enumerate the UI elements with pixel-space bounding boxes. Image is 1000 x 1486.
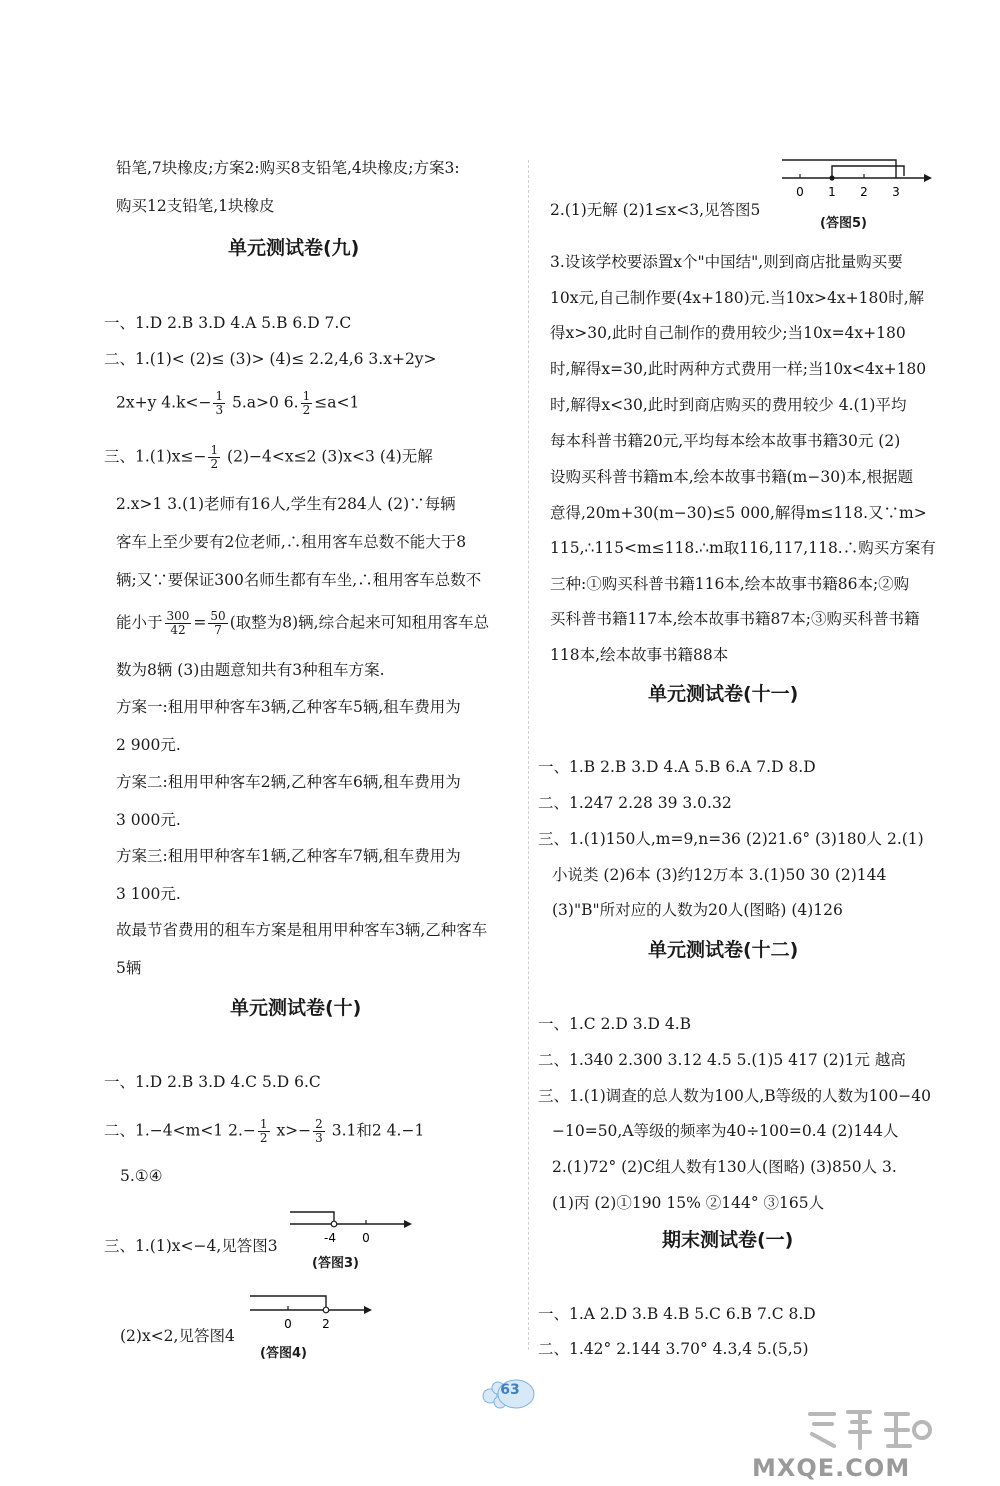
number-line-figure-3: [286, 1198, 416, 1246]
answer-figure-4: [246, 1284, 378, 1334]
t9-plan-2-cost: 3 000元.: [116, 811, 181, 829]
final-part2: 二、1.42° 2.144 3.70° 4.3,4 5.(5,5): [538, 1340, 809, 1358]
t9-plan-3: 方案三:租用甲种客车1辆,乙种客车7辆,租车费用为: [116, 847, 461, 865]
t10-part3-q2: (2)x<2,见答图4: [120, 1327, 235, 1345]
intro-line-1: 铅笔,7块橡皮;方案2:购买8支铅笔,4块橡皮;方案3:: [116, 159, 460, 177]
t11-part3: 三、1.(1)150人,m=9,n=36 (2)21.6° (3)180人 2.(1): [538, 830, 924, 848]
t12-part3-cont3: (1)丙 (2)①190 15% ②144° ③165人: [552, 1194, 825, 1212]
t9-line-5: 2.x>1 3.(1)老师有16人,学生有284人 (2)∵每辆: [116, 495, 456, 513]
answer-figure-3: [286, 1198, 416, 1246]
r-line-10: 115,∴115<m≤118.∴m取116,117,118.∴购买方案有: [550, 539, 936, 557]
t9-line-8: [116, 610, 489, 637]
fraction-one-half: $\frac{1}{2}$: [302, 389, 311, 417]
tick-label: 0: [284, 1317, 292, 1331]
t11-part3-cont: 小说类 (2)6本 (3)约12万本 3.(1)50 30 (2)144: [552, 866, 887, 884]
final-part1: 一、1.A 2.D 3.B 4.B 5.C 6.B 7.C 8.D: [538, 1305, 816, 1323]
figure-3-caption: (答图3): [312, 1256, 359, 1271]
t10-part2-text-b: x>−: [271, 1121, 312, 1140]
t10-part2-cont: 5.①④: [120, 1167, 163, 1185]
figure-5-caption: (答图5): [820, 216, 867, 231]
section-title-test-12: 单元测试卷(十二): [648, 939, 799, 961]
solution-ray: [290, 1212, 334, 1224]
t9-part3-text-b: (2)−4<x≤2 (3)x<3 (4)无解: [222, 447, 433, 466]
t9-part2-cont: [116, 390, 359, 417]
section-title-final-test-1: 期末测试卷(一): [662, 1229, 794, 1251]
t12-part3-cont2: 2.(1)72° (2)C组人数有130人(图略) (3)850人 3.: [552, 1158, 897, 1176]
tick-label: -4: [324, 1231, 336, 1245]
t9-part2-cont-text-a: 2x+y 4.k<−: [116, 393, 212, 412]
t9-line-8-text-b: (取整为8)辆,综合起来可知租用客车总: [229, 613, 490, 632]
t10-part3-q1: 三、1.(1)x<−4,见答图3: [104, 1237, 278, 1255]
fraction-300-over-42: $\frac{300}{42}$: [166, 609, 190, 637]
t9-line-7: 辆;又∵要保证300名师生都有车坐,∴租用客车总数不: [116, 571, 482, 589]
solution-ray-upper: [782, 160, 896, 178]
r-line-11: 三种:①购买科普书籍116本,绘本故事书籍86本;②购: [550, 575, 910, 593]
figure-4-caption: (答图4): [260, 1346, 307, 1361]
t9-part2-cont-text-c: ≤a<1: [314, 393, 360, 412]
t10-part2: [104, 1118, 424, 1145]
tick-label: 1: [828, 185, 836, 199]
r-line-8: 设购买科普书籍m本,绘本故事书籍(m−30)本,根据题: [550, 468, 914, 486]
section-title-test-9: 单元测试卷(九): [228, 237, 360, 259]
page-number: 63: [500, 1382, 520, 1398]
intro-line-2: 购买12支铅笔,1块橡皮: [116, 197, 275, 215]
t10-part2-text-c: 3.1和2 4.−1: [326, 1121, 425, 1140]
page-number-badge: [478, 1372, 542, 1412]
t9-conclusion: 故最节省费用的租车方案是租用甲种客车3辆,乙种客车: [116, 921, 488, 939]
number-line-arrow: [404, 1220, 412, 1228]
t11-part2: 二、1.247 2.28 39 3.0.32: [538, 794, 732, 812]
t9-line-8-text-a: 能小于: [116, 613, 163, 632]
fraction-50-over-7: $\frac{50}{7}$: [210, 609, 226, 637]
r-line-3: 10x元,自己制作要(4x+180)元.当10x>4x+180时,解: [550, 289, 925, 307]
tick-label: 3: [892, 185, 900, 199]
t9-part3: [104, 444, 433, 471]
r-line-5: 时,解得x=30,此时两种方式费用一样;当10x<4x+180: [550, 360, 927, 378]
r-line-4: 得x>30,此时自己制作的费用较少;当10x=4x+180: [550, 324, 906, 342]
watermark-logo-icon: [804, 1404, 934, 1454]
r-line-6: 时,解得x<30,此时到商店购买的费用较少 4.(1)平均: [550, 396, 907, 414]
solution-ray-lower: [832, 166, 904, 178]
equals-sign: =: [193, 613, 207, 632]
tick-label: 0: [796, 185, 804, 199]
t9-conclusion-cont: 5辆: [116, 959, 142, 977]
fraction-one-half: $\frac{1}{2}$: [259, 1117, 268, 1145]
tick-label: 0: [362, 1231, 370, 1245]
r-line-7: 每本科普书籍20元,平均每本绘本故事书籍30元 (2): [550, 432, 901, 450]
closed-point: [829, 175, 834, 180]
open-point: [323, 1307, 329, 1313]
r-line-2: 3.设该学校要添置x个"中国结",则到商店批量购买要: [550, 253, 903, 271]
section-title-test-11: 单元测试卷(十一): [648, 683, 799, 705]
t12-part2: 二、1.340 2.300 3.12 4.5 5.(1)5 417 (2)1元 越高: [538, 1051, 906, 1069]
t9-part2-cont-text-b: 5.a>0 6.: [227, 393, 299, 412]
t9-part2: 二、1.(1)< (2)≤ (3)> (4)≤ 2.2,4,6 3.x+2y>: [104, 350, 437, 368]
answer-figure-5: [778, 154, 938, 200]
r-line-1: 2.(1)无解 (2)1≤x<3,见答图5: [550, 201, 761, 219]
t11-part3-cont2: (3)"B"所对应的人数为20人(图略) (4)126: [552, 901, 843, 919]
fraction-two-thirds: $\frac{2}{3}$: [315, 1117, 323, 1145]
r-line-12: 买科普书籍117本,绘本故事书籍87本;③购买科普书籍: [550, 610, 920, 628]
t9-plan-1: 方案一:租用甲种客车3辆,乙种客车5辆,租车费用为: [116, 698, 461, 716]
fraction-one-half: $\frac{1}{2}$: [210, 443, 219, 471]
t12-part3-cont: −10=50,A等级的频率为40÷100=0.4 (2)144人: [552, 1122, 899, 1140]
t12-part1: 一、1.C 2.D 3.D 4.B: [538, 1015, 692, 1033]
t10-part1: 一、1.D 2.B 3.D 4.C 5.D 6.C: [104, 1073, 321, 1091]
fraction-one-third: $\frac{1}{3}$: [215, 389, 224, 417]
r-line-9: 意得,20m+30(m−30)≤5 000,解得m≤118.又∵m>: [550, 504, 927, 522]
t9-part1: 一、1.D 2.B 3.D 4.A 5.B 6.D 7.C: [104, 314, 352, 332]
watermark-url: MXQE.COM: [752, 1454, 911, 1482]
t12-part3: 三、1.(1)调查的总人数为100人,B等级的人数为100−40: [538, 1087, 931, 1105]
t11-part1: 一、1.B 2.B 3.D 4.A 5.B 6.A 7.D 8.D: [538, 758, 816, 776]
number-line-arrow: [924, 174, 932, 182]
t9-part3-text-a: 三、1.(1)x≤−: [104, 447, 207, 466]
column-divider: [528, 160, 529, 1350]
r-line-13: 118本,绘本故事书籍88本: [550, 646, 729, 664]
t9-plan-1-cost: 2 900元.: [116, 736, 181, 754]
t9-line-6: 客车上至少要有2位老师,∴租用客车总数不能大于8: [116, 533, 467, 551]
t9-line-9: 数为8辆 (3)由题意知共有3种租车方案.: [116, 661, 385, 679]
number-line-arrow: [364, 1306, 372, 1314]
t9-plan-2: 方案二:租用甲种客车2辆,乙种客车6辆,租车费用为: [116, 773, 461, 791]
tick-label: 2: [322, 1317, 330, 1331]
t9-plan-3-cost: 3 100元.: [116, 885, 181, 903]
tick-label: 2: [860, 185, 868, 199]
number-line-figure-4: [246, 1284, 378, 1334]
watermark: [748, 1402, 992, 1482]
section-title-test-10: 单元测试卷(十): [230, 997, 362, 1019]
open-point: [331, 1221, 337, 1227]
t10-part2-text-a: 二、1.−4<m<1 2.−: [104, 1121, 256, 1140]
number-line-figure-5: [778, 154, 938, 200]
